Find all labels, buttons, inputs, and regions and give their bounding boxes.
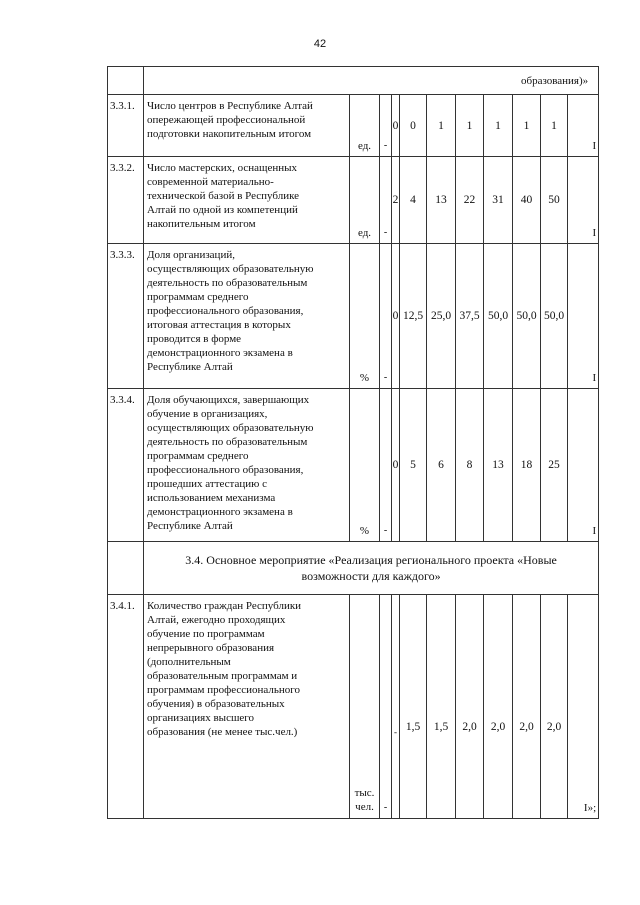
value: 8 bbox=[456, 389, 484, 542]
value: 4 bbox=[400, 157, 427, 244]
value: 1 bbox=[427, 95, 456, 157]
indicator-name: Доля обучающихся, завершающих обучение в организациях, осуществляющих образовательную деятельность по образовательным программам среднего профессионального образования, прошедших аттестацию с использованием механизма демонстрационного экзамена в Республике Алтай bbox=[144, 389, 350, 542]
value: 1,5 bbox=[427, 595, 456, 819]
value: 13 bbox=[484, 389, 513, 542]
row-number: 3.3.3. bbox=[108, 244, 144, 389]
value: 12,5 bbox=[400, 244, 427, 389]
value: 0 bbox=[392, 244, 400, 389]
value: 31 bbox=[484, 157, 513, 244]
value: 0 bbox=[392, 95, 400, 157]
value: 50,0 bbox=[513, 244, 541, 389]
value: 2,0 bbox=[541, 595, 568, 819]
value: 0 bbox=[400, 95, 427, 157]
row-number: 3.3.1. bbox=[108, 95, 144, 157]
value: 2 bbox=[392, 157, 400, 244]
source-mark: I bbox=[568, 389, 599, 542]
value: 0 bbox=[392, 389, 400, 542]
value: 25 bbox=[541, 389, 568, 542]
dash: - bbox=[380, 595, 392, 819]
table-row bbox=[108, 67, 599, 95]
value: 5 bbox=[400, 389, 427, 542]
value: 22 bbox=[456, 157, 484, 244]
header-text: образования)» bbox=[144, 67, 599, 95]
indicator-name: Количество граждан Республики Алтай, ежегодно проходящих обучение по программам непрерывного образования (дополнительным образовательным программам и программам профессионального обучения) в образовательных организациях высшего образования (не менее тыс.чел.) bbox=[144, 595, 350, 819]
source-mark: I»; bbox=[568, 595, 599, 819]
table-row bbox=[108, 542, 599, 595]
value: 2,0 bbox=[484, 595, 513, 819]
dash: - bbox=[380, 389, 392, 542]
table-row bbox=[108, 595, 599, 819]
source-mark: I bbox=[568, 244, 599, 389]
value: 18 bbox=[513, 389, 541, 542]
indicator-name: Число мастерских, оснащенных современной материально- технической базой в Республике Алтай по одной из компетенций накопительным итогом bbox=[144, 157, 350, 244]
value: 1,5 bbox=[400, 595, 427, 819]
page-number: 42 bbox=[313, 38, 327, 50]
value: 40 bbox=[513, 157, 541, 244]
indicator-name: Число центров в Республике Алтай опережающей профессиональной подготовки накопительным итогом bbox=[144, 95, 350, 157]
value: 1 bbox=[456, 95, 484, 157]
table-row bbox=[108, 244, 599, 389]
value: 50,0 bbox=[484, 244, 513, 389]
value: 50,0 bbox=[541, 244, 568, 389]
value: 1 bbox=[484, 95, 513, 157]
value: 1 bbox=[513, 95, 541, 157]
unit: тыс. чел. bbox=[350, 595, 380, 819]
unit: ед. bbox=[350, 95, 380, 157]
value: 37,5 bbox=[456, 244, 484, 389]
value: 50 bbox=[541, 157, 568, 244]
value: 2,0 bbox=[456, 595, 484, 819]
value: 25,0 bbox=[427, 244, 456, 389]
dash: - bbox=[380, 157, 392, 244]
value: 6 bbox=[427, 389, 456, 542]
value: 13 bbox=[427, 157, 456, 244]
value: 1 bbox=[541, 95, 568, 157]
value: 2,0 bbox=[513, 595, 541, 819]
section-title: 3.4. Основное мероприятие «Реализация регионального проекта «Новые возможности для каждого» bbox=[144, 542, 599, 595]
base-value: - bbox=[392, 595, 400, 819]
source-mark: I bbox=[568, 157, 599, 244]
table-row bbox=[108, 157, 599, 244]
row-number: 3.3.2. bbox=[108, 157, 144, 244]
dash: - bbox=[380, 95, 392, 157]
source-mark: I bbox=[568, 95, 599, 157]
section-empty-cell bbox=[108, 542, 144, 595]
row-number: 3.4.1. bbox=[108, 595, 144, 819]
row-number: 3.3.4. bbox=[108, 389, 144, 542]
table-row bbox=[108, 389, 599, 542]
indicator-name: Доля организаций, осуществляющих образовательную деятельность по образовательным программам среднего профессионального образования, итоговая аттестация в которых проводится в форме демонстрационного экзамена в Республике Алтай bbox=[144, 244, 350, 389]
unit: ед. bbox=[350, 157, 380, 244]
indicators-table bbox=[107, 66, 599, 819]
unit: % bbox=[350, 389, 380, 542]
unit: % bbox=[350, 244, 380, 389]
dash: - bbox=[380, 244, 392, 389]
table-row bbox=[108, 95, 599, 157]
header-empty-cell bbox=[108, 67, 144, 95]
